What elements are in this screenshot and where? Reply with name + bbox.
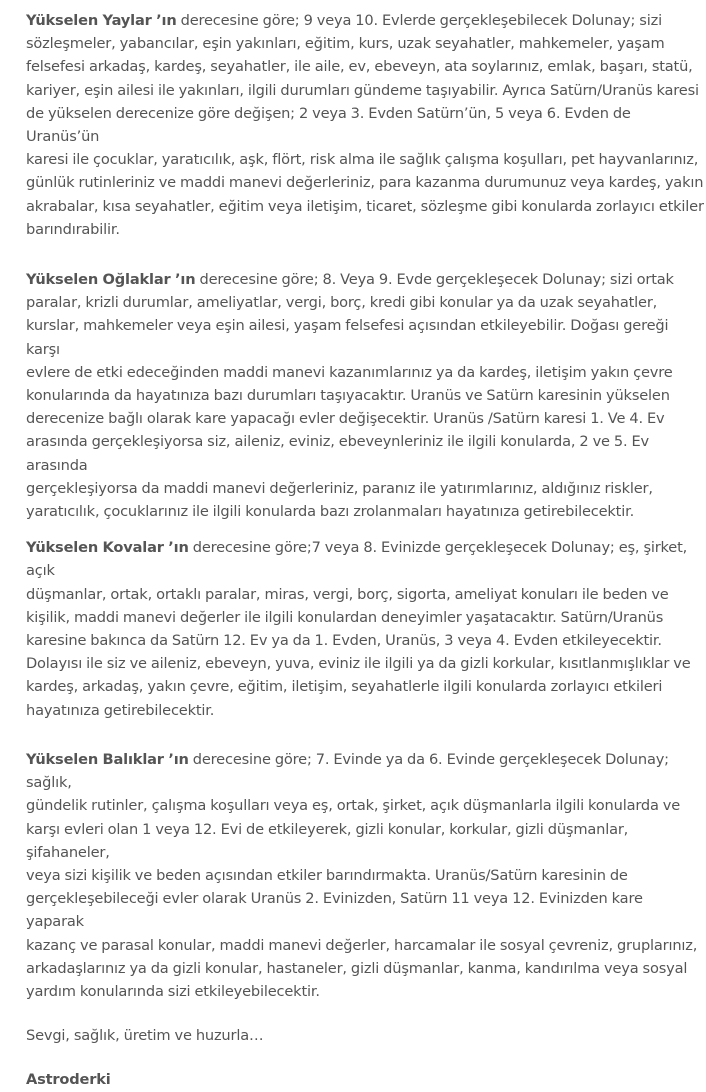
paragraph-heading: Yükselen Kovalar ’ın <box>26 539 189 557</box>
closing-line: Sevgi, sağlık, üretim ve huzurla… <box>26 1027 264 1045</box>
paragraph-balik: Yükselen Balıklar ’ın derecesine göre; 7. Evinde ya da 6. Evinde gerçekleşecek Dolunay; sağlık, gündelik rutinler, çalışma koşulları veya eş, ortak, şirket, açık düşmanlarla ilgili konularda ve karşı evleri olan 1 veya 12. Evi de etkileyerek, gizli konular, korkular, gizli düşmanlar, şifahaneler, veya sizi kişilik ve beden açısından etkiler barındırmakta. Uranüs/Satürn karesinin de gerçekleşebileceği evler olarak Uranüs 2. Evinizden, Satürn 11 veya 12. Evinizden kare yaparak kazanç ve parasal konular, maddi manevi değerler, harcamalar ile sosyal çevreniz, gruplarınız, arkadaşlarınız ya da gizli konular, hastaneler, gizli düşmanlar, kanma, kandırılma veya sosyal yardım konularında sizi etkileyebilecektir. <box>26 750 698 1000</box>
signature-name: Astroderki <box>26 1071 111 1089</box>
paragraph-yay: Yükselen Yaylar ’ın derecesine göre; 9 veya 10. Evlerde gerçekleşebilecek Dolunay; sizi sözleşmeler, yabancılar, eşin yakınları, eğitim, kurs, uzak seyahatler, mahkemeler, yaşam felsefesi arkadaş, kardeş, seyahatler, ile aile, ev, ebeveyn, ata soylarınız, emlak, başarı, statü, kariyer, eşin ailesi ile yakınları, ilgili durumları gündeme taşıyabilir. Ayrıca Satürn/Uranüs karesi de yükselen derecenize göre değişen; 2 veya 3. Evden Satürn’ün, 5 veya 6. Evden de Uranüs’ün karesi ile çocuklar, yaratıcılık, aşk, flört, risk alma ile sağlık çalışma koşulları, pet hayvanlarınız, günlük rutinleriniz ve maddi manevi değerleriniz, para kazanma durumunuz veya kardeş, yakın akrabalar, kısa seyahatler, eğitim veya iletişim, ticaret, sözleşme gibi konularda zorlayıcı etkiler barındırabilir. <box>26 12 704 238</box>
article-body <box>26 0 704 1092</box>
paragraph-heading: Yükselen Oğlaklar ’ın <box>26 271 196 289</box>
paragraph-kova: Yükselen Kovalar ’ın derecesine göre;7 veya 8. Evinizde gerçekleşecek Dolunay; eş, şirket, açık düşmanlar, ortak, ortaklı paralar, miras, vergi, borç, sigorta, ameliyat konuları ile beden ve kişilik, maddi manevi değerler ile ilgili konulardan deneyimler yaşatacaktır. Satürn/Uranüs karesine bakınca da Satürn 12. Ev ya da 1. Evden, Uranüs, 3 veya 4. Evden etkileyecektir. Dolayısı ile siz ve aileniz, ebeveyn, yuva, eviniz ile ilgili ya da gizli korkular, kısıtlanmışlıklar ve kardeş, arkadaş, yakın çevre, eğitim, iletişim, seyahatlerle ilgili konularda zorlayıcı etkileri hayatınıza getirebilecektir. <box>26 539 691 719</box>
paragraph-heading: Yükselen Balıklar ’ın <box>26 750 189 768</box>
signature <box>26 1068 704 1091</box>
paragraph-heading: Yükselen Yaylar ’ın <box>26 12 177 29</box>
paragraph-oglak: Yükselen Oğlaklar ’ın derecesine göre; 8. Veya 9. Evde gerçekleşecek Dolunay; sizi ortak paralar, krizli durumlar, ameliyatlar, vergi, borç, kredi gibi konular ya da uzak seyahatler, kurslar, mahkemeler veya eşin ailesi, yaşam felsefesi açısından etkileyebilir. Doğası gereği karşı evlere de etki edeceğinden maddi manevi kazanımlarınız ya da kardeş, iletişim yakın çevre konularında da hayatınıza bazı durumları taşıyacaktır. Uranüs ve Satürn karesinin yükselen derecenize bağlı olarak kare yapacağı evler değişecektir. Uranüs /Satürn karesi 1. Ve 4. Ev arasında gerçekleşiyorsa siz, aileniz, eviniz, ebeveynleriniz ile ilgili konularda, 2 ve 5. Ev arasında gerçekleşiyorsa da maddi manevi değerleriniz, paranız ile yatırımlarınız, aldığınız riskler, yaratıcılık, çocuklarınız ile ilgili konularda bazı zrolanmaları hayatınıza getirebilecektir. <box>26 271 674 521</box>
